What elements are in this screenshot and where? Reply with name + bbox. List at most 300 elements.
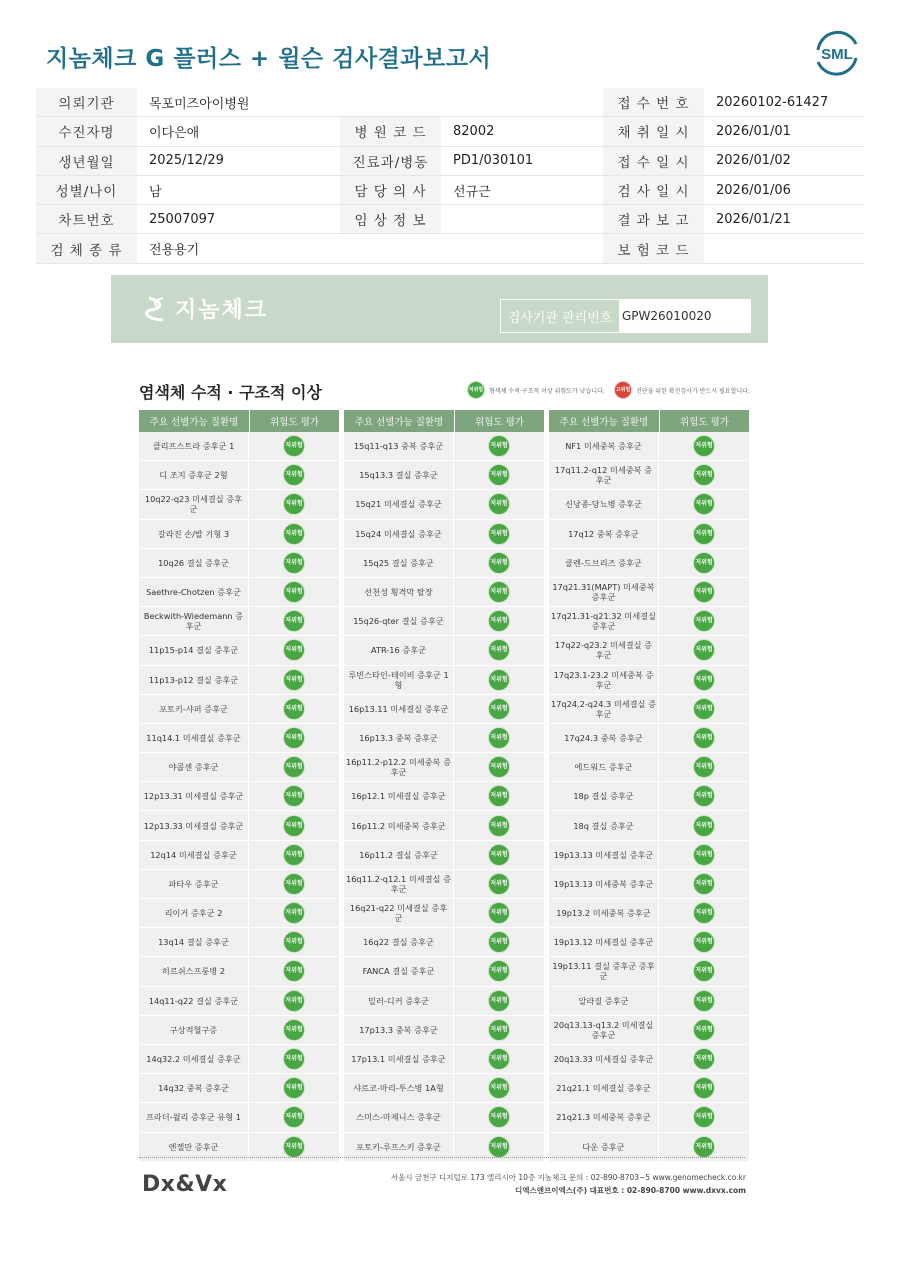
risk-cell [249, 870, 339, 898]
disease-row [139, 1045, 339, 1074]
info-value: 82002 [441, 117, 603, 146]
info-value [441, 205, 603, 234]
low-risk-badge-icon: 저위험 [693, 815, 715, 837]
risk-cell [454, 1045, 544, 1073]
low-risk-badge-icon: 저위험 [488, 435, 510, 457]
risk-cell [659, 753, 749, 781]
disease-name: 13q14 결실 증후군 [139, 928, 249, 956]
low-risk-badge-icon: 저위험 [488, 815, 510, 837]
disease-row [344, 520, 544, 549]
low-risk-badge-icon: 저위험 [283, 1077, 305, 1099]
info-value: 2026/01/01 [704, 117, 864, 146]
risk-cell [659, 811, 749, 839]
disease-name: 16q11.2-q12.1 미세결실 증후군 [344, 870, 454, 898]
disease-row [139, 607, 339, 636]
info-value [441, 88, 603, 117]
info-value: 25007097 [137, 205, 340, 234]
info-label: 보 험 코 드 [603, 234, 704, 263]
disease-name: 야콥센 증후군 [139, 753, 249, 781]
low-risk-badge-icon: 저위험 [488, 639, 510, 661]
disease-row [139, 520, 339, 549]
low-risk-badge-icon: 저위험 [283, 756, 305, 778]
disease-name: 21q21.3 미세중복 증후군 [549, 1103, 659, 1131]
low-risk-badge-icon: 저위험 [693, 669, 715, 691]
disease-row [549, 695, 749, 724]
risk-cell [454, 870, 544, 898]
risk-cell [659, 461, 749, 489]
disease-name: 17q21.31-q21.32 미세결실 증후군 [549, 607, 659, 635]
risk-cell [659, 899, 749, 927]
header-risk: 위험도 평가 [270, 417, 319, 428]
low-risk-badge-icon: 저위험 [283, 1019, 305, 1041]
low-risk-badge-icon: 저위험 [283, 1048, 305, 1070]
disease-row [549, 724, 749, 753]
low-risk-badge-icon: 저위험 [283, 960, 305, 982]
disease-name: 갈라진 손/발 기형 3 [139, 520, 249, 548]
low-risk-badge-icon: 저위험 [693, 493, 715, 515]
disease-row [344, 899, 544, 928]
risk-cell [249, 432, 339, 460]
disease-row [139, 870, 339, 899]
disease-name: 19p13.13 미세중복 증후군 [549, 870, 659, 898]
info-value: PD1/030101 [441, 146, 603, 175]
risk-cell [249, 1074, 339, 1102]
low-risk-badge-icon: 저위험 [693, 902, 715, 924]
low-risk-badge-icon: 저위험 [283, 435, 305, 457]
disease-row [139, 957, 339, 986]
disease-name: 19p13.11 결실 증후군 증후군 [549, 957, 659, 985]
disease-row [549, 782, 749, 811]
disease-row [344, 432, 544, 461]
disease-name: NF1 미세중복 증후군 [549, 432, 659, 460]
disease-name: 루빈스타인-테이비 증후군 1형 [344, 666, 454, 694]
disease-name: 디 조지 증후군 2형 [139, 461, 249, 489]
info-row [36, 146, 864, 175]
address-line: 서울시 금천구 디지털로 173 엘리시아 10층 지놈체크 문의 : 02-890-8703~5 www.genomecheck.co.kr [390, 1173, 746, 1182]
risk-cell [249, 1103, 339, 1131]
disease-name: 선천성 횡격막 탈장 [344, 578, 454, 606]
disease-row [549, 520, 749, 549]
low-risk-badge-icon: 저위험 [693, 581, 715, 603]
low-risk-badge-icon: 저위험 [283, 610, 305, 632]
risk-cell [249, 1016, 339, 1044]
risk-cell [249, 636, 339, 664]
info-value: 2026/01/02 [704, 146, 864, 175]
risk-cell [454, 636, 544, 664]
info-value [704, 234, 864, 263]
risk-cell [659, 1074, 749, 1102]
risk-cell [249, 987, 339, 1015]
low-risk-badge-icon: 저위험 [693, 552, 715, 574]
disease-column [549, 410, 749, 1162]
risk-cell [454, 1103, 544, 1131]
info-label: 채 취 일 시 [603, 117, 704, 146]
risk-cell [249, 811, 339, 839]
risk-cell [249, 724, 339, 752]
low-risk-badge-icon: 저위험 [283, 581, 305, 603]
low-risk-badge-icon: 저위험 [283, 669, 305, 691]
info-value: 2026/01/06 [704, 175, 864, 204]
low-risk-badge-icon: 저위험 [693, 960, 715, 982]
legend-low-text: 형색체 수적·구조적 이상 위험도가 낮습니다. [489, 387, 605, 395]
info-label [340, 88, 441, 117]
low-risk-badge-icon: 저위험 [283, 493, 305, 515]
disease-row [549, 1045, 749, 1074]
low-risk-badge-icon: 저위험 [693, 756, 715, 778]
disease-grid [139, 410, 749, 1162]
section-title: 염색체 수적 · 구조적 이상 [139, 383, 322, 402]
disease-row [344, 753, 544, 782]
disease-row [344, 987, 544, 1016]
low-risk-badge-icon: 저위험 [283, 523, 305, 545]
low-risk-badge-icon: 저위험 [488, 1048, 510, 1070]
disease-row [549, 957, 749, 986]
info-value: 남 [137, 175, 340, 204]
disease-row [344, 607, 544, 636]
disease-name: 17q23.1-23.2 미세중복 증후군 [549, 666, 659, 694]
low-risk-badge-icon: 저위험 [488, 902, 510, 924]
risk-cell [454, 607, 544, 635]
disease-row [344, 578, 544, 607]
disease-row [139, 490, 339, 519]
scanned-report [111, 275, 768, 1197]
risk-cell [249, 578, 339, 606]
low-risk-badge-icon: 저위험 [488, 464, 510, 486]
disease-row [549, 432, 749, 461]
low-risk-badge-icon: 저위험 [283, 552, 305, 574]
disease-row [139, 899, 339, 928]
disease-row [549, 987, 749, 1016]
low-risk-badge-icon: 저위험 [693, 698, 715, 720]
disease-row [549, 928, 749, 957]
disease-name: 스미스-마제니스 증후군 [344, 1103, 454, 1131]
disease-name: 16p11.2-p12.2 미세중복 증후군 [344, 753, 454, 781]
risk-cell [454, 490, 544, 518]
disease-name: 알라질 증후군 [549, 987, 659, 1015]
genomecheck-banner [111, 275, 768, 343]
disease-name: 20q13.13-q13.2 미세결실 증후군 [549, 1016, 659, 1044]
risk-cell [659, 841, 749, 869]
disease-row [549, 549, 749, 578]
risk-cell [659, 490, 749, 518]
disease-row [549, 578, 749, 607]
info-value: 이다은애 [137, 117, 340, 146]
disease-name: 17p13.1 미세결실 증후군 [344, 1045, 454, 1073]
dxvx-logo: Dx&Vx [142, 1172, 228, 1197]
genomecheck-logo [143, 293, 268, 324]
low-risk-badge-icon: 저위험 [488, 610, 510, 632]
disease-name: 15q11-q13 중복 증후군 [344, 432, 454, 460]
disease-name: 포토키-루프스키 증후군 [344, 1133, 454, 1161]
risk-cell [454, 782, 544, 810]
disease-row [344, 1074, 544, 1103]
risk-cell [454, 432, 544, 460]
info-label: 수진자명 [36, 117, 137, 146]
company-line: 디엑스앤브이엑스(주) 대표번호 : 02-890-8700 www.dxvx.com [514, 1186, 746, 1195]
disease-name: Beckwith-Wiedemann 증후군 [139, 607, 249, 635]
low-risk-badge-icon: 저위험 [488, 727, 510, 749]
info-label: 병 원 코 드 [340, 117, 441, 146]
info-value: 목포미즈아이병원 [137, 88, 340, 117]
disease-name: 15q24 미세결실 증후군 [344, 520, 454, 548]
low-risk-badge-icon: 저위험 [693, 727, 715, 749]
disease-name: 17q24.3 중복 증후군 [549, 724, 659, 752]
column-header [139, 410, 339, 432]
disease-name: 17q21.31(MAPT) 미세중복 증후군 [549, 578, 659, 606]
low-risk-badge-icon: 저위험 [693, 931, 715, 953]
low-risk-badge-icon: 저위험 [693, 990, 715, 1012]
low-risk-badge-icon: 저위험 [488, 698, 510, 720]
disease-row [139, 636, 339, 665]
risk-cell [454, 753, 544, 781]
low-risk-badge-icon: 저위험 [693, 523, 715, 545]
disease-name: 17q22-q23.2 미세결실 증후군 [549, 636, 659, 664]
info-label: 접 수 번 호 [603, 88, 704, 117]
disease-row [139, 987, 339, 1016]
info-value: 20260102-61427 [704, 88, 864, 117]
low-risk-badge-icon: 저위험 [693, 639, 715, 661]
lab-management-number [500, 299, 751, 333]
low-risk-badge-icon: 저위험 [283, 639, 305, 661]
risk-cell [249, 957, 339, 985]
risk-cell [659, 1016, 749, 1044]
info-row [36, 234, 864, 263]
low-risk-badge-icon: 저위험 [283, 873, 305, 895]
genomecheck-brand: 지놈체크 [175, 298, 269, 323]
disease-row [344, 782, 544, 811]
low-risk-badge-icon: 저위험 [283, 990, 305, 1012]
disease-name: 클리프스트라 증후군 1 [139, 432, 249, 460]
info-label: 성별/나이 [36, 175, 137, 204]
disease-row [139, 782, 339, 811]
disease-row [344, 666, 544, 695]
low-risk-badge-icon: 저위험 [283, 815, 305, 837]
disease-name: 19p13.2 미세중복 증후군 [549, 899, 659, 927]
patient-info-table [36, 88, 864, 264]
low-risk-badge-icon: 저위험 [467, 381, 485, 399]
disease-name: FANCA 결실 증후군 [344, 957, 454, 985]
disease-row [549, 636, 749, 665]
disease-column [139, 410, 339, 1162]
disease-row [549, 607, 749, 636]
risk-cell [454, 666, 544, 694]
info-row [36, 88, 864, 117]
info-value: 선규근 [441, 175, 603, 204]
disease-name: 17q12 중복 증후군 [549, 520, 659, 548]
info-label: 의뢰기관 [36, 88, 137, 117]
risk-cell [454, 549, 544, 577]
disease-name: 12q14 미세결실 증후군 [139, 841, 249, 869]
risk-cell [249, 607, 339, 635]
info-value: 전용용기 [137, 234, 340, 263]
disease-name: 15q13.3 결실 증후군 [344, 461, 454, 489]
disease-row [139, 578, 339, 607]
risk-cell [659, 666, 749, 694]
disease-name: 12p13.33 미세결실 증후군 [139, 811, 249, 839]
disease-name: 포토키-샤퍼 증후군 [139, 695, 249, 723]
risk-cell [454, 724, 544, 752]
header-disease: 주요 선별가능 질환명 [549, 410, 660, 432]
info-row [36, 117, 864, 146]
disease-name: 17p13.3 중복 증후군 [344, 1016, 454, 1044]
low-risk-badge-icon: 저위험 [488, 1019, 510, 1041]
disease-name: 샤르코-마리-투스병 1A형 [344, 1074, 454, 1102]
low-risk-badge-icon: 저위험 [693, 610, 715, 632]
disease-row [344, 811, 544, 840]
disease-row [549, 490, 749, 519]
disease-name: 14q11-q22 결실 증후군 [139, 987, 249, 1015]
risk-cell [659, 607, 749, 635]
disease-row [139, 811, 339, 840]
info-row [36, 175, 864, 204]
risk-cell [454, 695, 544, 723]
risk-cell [454, 461, 544, 489]
risk-cell [249, 928, 339, 956]
header-risk: 위험도 평가 [475, 417, 524, 428]
header-disease: 주요 선별가능 질환명 [344, 410, 455, 432]
risk-cell [659, 695, 749, 723]
info-label: 결 과 보 고 [603, 205, 704, 234]
risk-cell [454, 1016, 544, 1044]
disease-name: 엔젤만 증후군 [139, 1133, 249, 1161]
disease-row [549, 811, 749, 840]
risk-cell [249, 666, 339, 694]
mgmt-label: 검사기관 관리번호 [501, 300, 620, 332]
info-value: 2026/01/21 [704, 205, 864, 234]
low-risk-badge-icon: 저위험 [488, 669, 510, 691]
info-label: 담 당 의 사 [340, 175, 441, 204]
header-disease: 주요 선별가능 질환명 [139, 410, 250, 432]
disease-name: ATR-16 증후군 [344, 636, 454, 664]
risk-cell [454, 928, 544, 956]
disease-row [344, 870, 544, 899]
risk-cell [659, 870, 749, 898]
risk-cell [454, 987, 544, 1015]
low-risk-badge-icon: 저위험 [488, 756, 510, 778]
info-label: 검 체 종 류 [36, 234, 137, 263]
risk-cell [454, 1074, 544, 1102]
disease-name: 17q11.2-q12 미세중복 증후군 [549, 461, 659, 489]
low-risk-badge-icon: 저위험 [283, 785, 305, 807]
disease-row [344, 461, 544, 490]
low-risk-badge-icon: 저위험 [693, 1106, 715, 1128]
risk-cell [659, 432, 749, 460]
info-label: 진료과/병동 [340, 146, 441, 175]
disease-row [549, 841, 749, 870]
disease-row [344, 928, 544, 957]
disease-row [139, 432, 339, 461]
low-risk-badge-icon: 저위험 [693, 435, 715, 457]
info-label [340, 234, 441, 263]
disease-row [549, 1103, 749, 1132]
disease-row [139, 1016, 339, 1045]
disease-name: 20q13.33 미세결실 증후군 [549, 1045, 659, 1073]
info-label: 접 수 일 시 [603, 146, 704, 175]
disease-name: 16p11.2 결실 증후군 [344, 841, 454, 869]
high-risk-badge-icon: 고위험 [614, 381, 632, 399]
risk-cell [249, 490, 339, 518]
disease-name: 16p13.11 미세결실 증후군 [344, 695, 454, 723]
disease-name: 16q22 결실 증후군 [344, 928, 454, 956]
risk-cell [454, 520, 544, 548]
risk-cell [659, 928, 749, 956]
low-risk-badge-icon: 저위험 [283, 902, 305, 924]
risk-cell [454, 578, 544, 606]
disease-row [549, 1016, 749, 1045]
info-value [441, 234, 603, 263]
low-risk-badge-icon: 저위험 [488, 990, 510, 1012]
risk-cell [249, 899, 339, 927]
disease-name: 14q32.2 미세결실 증후군 [139, 1045, 249, 1073]
risk-cell [249, 1045, 339, 1073]
disease-name: 구상적혈구증 [139, 1016, 249, 1044]
disease-row [344, 1045, 544, 1074]
low-risk-badge-icon: 저위험 [488, 1077, 510, 1099]
disease-column [344, 410, 544, 1162]
disease-name: 15q25 결실 증후군 [344, 549, 454, 577]
disease-row [344, 695, 544, 724]
risk-cell [659, 549, 749, 577]
footer-divider [139, 1157, 745, 1158]
risk-cell [454, 899, 544, 927]
low-risk-badge-icon: 저위험 [488, 1136, 510, 1158]
disease-row [549, 899, 749, 928]
info-label: 차트번호 [36, 205, 137, 234]
disease-row [344, 1103, 544, 1132]
disease-name: 21q21.1 미세결실 증후군 [549, 1074, 659, 1102]
header-risk: 위험도 평가 [680, 417, 729, 428]
low-risk-badge-icon: 저위험 [488, 1106, 510, 1128]
disease-name: 16p11.2 미세중복 증후군 [344, 811, 454, 839]
info-label: 검 사 일 시 [603, 175, 704, 204]
low-risk-badge-icon: 저위험 [283, 727, 305, 749]
disease-name: 11q14.1 미세결실 증후군 [139, 724, 249, 752]
low-risk-badge-icon: 저위험 [488, 493, 510, 515]
low-risk-badge-icon: 저위험 [283, 844, 305, 866]
disease-row [139, 724, 339, 753]
info-label: 임 상 정 보 [340, 205, 441, 234]
disease-row [344, 841, 544, 870]
disease-name: 파타우 증후군 [139, 870, 249, 898]
risk-cell [249, 461, 339, 489]
disease-row [344, 1016, 544, 1045]
risk-cell [454, 957, 544, 985]
risk-cell [659, 724, 749, 752]
disease-row [549, 753, 749, 782]
disease-row [139, 666, 339, 695]
low-risk-badge-icon: 저위험 [283, 698, 305, 720]
low-risk-badge-icon: 저위험 [488, 873, 510, 895]
disease-name: 에드워드 증후군 [549, 753, 659, 781]
low-risk-badge-icon: 저위험 [283, 931, 305, 953]
disease-row [549, 870, 749, 899]
disease-row [549, 666, 749, 695]
risk-cell [249, 549, 339, 577]
low-risk-badge-icon: 저위험 [488, 931, 510, 953]
disease-name: 18q 결실 증후군 [549, 811, 659, 839]
risk-cell [454, 841, 544, 869]
disease-name: 10q26 결실 증후군 [139, 549, 249, 577]
disease-name: 쿨렌-드브리즈 증후군 [549, 549, 659, 577]
disease-row [139, 1074, 339, 1103]
disease-row [344, 490, 544, 519]
risk-cell [249, 695, 339, 723]
disease-name: 16q21-q22 미세결실 증후군 [344, 899, 454, 927]
disease-row [344, 724, 544, 753]
low-risk-badge-icon: 저위험 [693, 1019, 715, 1041]
disease-name: 밀러-디커 증후군 [344, 987, 454, 1015]
disease-row [139, 461, 339, 490]
